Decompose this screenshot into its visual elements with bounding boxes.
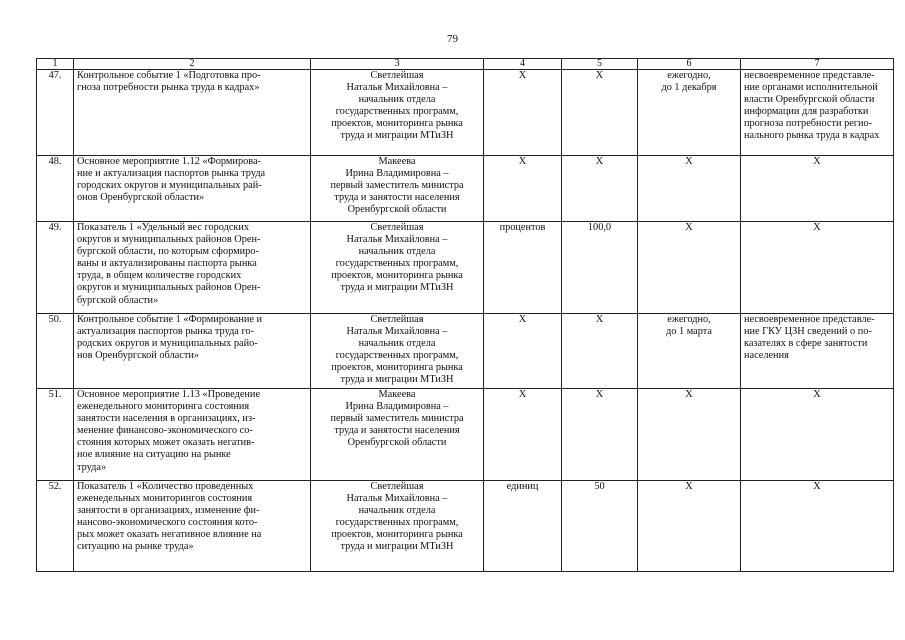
value-cell: Х — [562, 389, 638, 481]
header-row — [37, 59, 894, 70]
header-cell: 4 — [484, 59, 562, 70]
header-cell: 3 — [311, 59, 484, 70]
unit-cell: Х — [484, 156, 562, 222]
table-row — [37, 70, 894, 156]
page-number: 79 — [447, 33, 458, 45]
activity-name: Основное мероприятие 1.12 «Формирова- ние и актуализация паспортов рынка труда городских округов и муниципальных рай- онов Оренбургской области» — [74, 156, 311, 222]
risk-cell: Х — [741, 156, 894, 222]
responsible-person: Светлейшая Наталья Михайловна – начальник отдела государственных программ, проектов, мониторинга рынка труда и миграции МТиЗН — [311, 314, 484, 389]
deadline-cell: Х — [638, 389, 741, 481]
responsible-person: Макеева Ирина Владимировна – первый заместитель министра труда и занятости населения Оренбургской области — [311, 156, 484, 222]
activity-name: Контрольное событие 1 «Подготовка про- гноза потребности рынка труда в кадрах» — [74, 70, 311, 156]
risk-cell: Х — [741, 481, 894, 572]
table-row — [37, 314, 894, 389]
value-cell: 100,0 — [562, 222, 638, 314]
header-cell: 2 — [74, 59, 311, 70]
row-number: 49. — [37, 222, 74, 314]
risk-cell: несвоевременное представле- ние ГКУ ЦЗН сведений о по- казателях в сфере занятости населения — [741, 314, 894, 389]
header-cell: 7 — [741, 59, 894, 70]
unit-cell: Х — [484, 389, 562, 481]
header-cell: 1 — [37, 59, 74, 70]
activity-name: Основное мероприятие 1.13 «Проведение еженедельного мониторинга состояния занятости населения в организациях, из- менение финансово-экономического со- стояния которых может оказать негатив- ное влияние на ситуацию на рынке труда» — [74, 389, 311, 481]
table-row — [37, 481, 894, 572]
risk-cell: Х — [741, 389, 894, 481]
deadline-cell: Х — [638, 222, 741, 314]
unit-cell: Х — [484, 314, 562, 389]
risk-cell: несвоевременное представле- ние органами исполнительной власти Оренбургской области информации для разработки прогноза потребности регио- нального рынка труда в кадрах — [741, 70, 894, 156]
header-cell: 6 — [638, 59, 741, 70]
unit-cell: единиц — [484, 481, 562, 572]
deadline-cell: Х — [638, 481, 741, 572]
risk-cell: Х — [741, 222, 894, 314]
activity-name: Показатель 1 «Удельный вес городских округов и муниципальных районов Орен- бургской области, по которым сформиро- ваны и актуализированы паспорта рынка труда, в общем количестве городских округов и муниципальных районов Орен- бургской области» — [74, 222, 311, 314]
value-cell: Х — [562, 156, 638, 222]
value-cell: Х — [562, 314, 638, 389]
deadline-cell: ежегодно, до 1 марта — [638, 314, 741, 389]
deadline-cell: ежегодно, до 1 декабря — [638, 70, 741, 156]
program-table — [36, 58, 894, 572]
row-number: 52. — [37, 481, 74, 572]
activity-name: Показатель 1 «Количество проведенных еженедельных мониторингов состояния занятости в организациях, изменение фи- нансово-экономического состояния кото- рых может оказать негативное влияние на ситуацию на рынке труда» — [74, 481, 311, 572]
value-cell: Х — [562, 70, 638, 156]
responsible-person: Светлейшая Наталья Михайловна – начальник отдела государственных программ, проектов, мониторинга рынка труда и миграции МТиЗН — [311, 222, 484, 314]
responsible-person: Макеева Ирина Владимировна – первый заместитель министра труда и занятости населения Оренбургской области — [311, 389, 484, 481]
table-row — [37, 156, 894, 222]
value-cell: 50 — [562, 481, 638, 572]
table-row — [37, 222, 894, 314]
row-number: 51. — [37, 389, 74, 481]
unit-cell: Х — [484, 70, 562, 156]
activity-name: Контрольное событие 1 «Формирование и актуализация паспортов рынка труда го- родских округов и муниципальных райо- нов Оренбургской области» — [74, 314, 311, 389]
header-cell: 5 — [562, 59, 638, 70]
unit-cell: процентов — [484, 222, 562, 314]
row-number: 48. — [37, 156, 74, 222]
responsible-person: Светлейшая Наталья Михайловна – начальник отдела государственных программ, проектов, мониторинга рынка труда и миграции МТиЗН — [311, 481, 484, 572]
row-number: 50. — [37, 314, 74, 389]
deadline-cell: Х — [638, 156, 741, 222]
table-row — [37, 389, 894, 481]
responsible-person: Светлейшая Наталья Михайловна – начальник отдела государственных программ, проектов, мониторинга рынка труда и миграции МТиЗН — [311, 70, 484, 156]
row-number: 47. — [37, 70, 74, 156]
